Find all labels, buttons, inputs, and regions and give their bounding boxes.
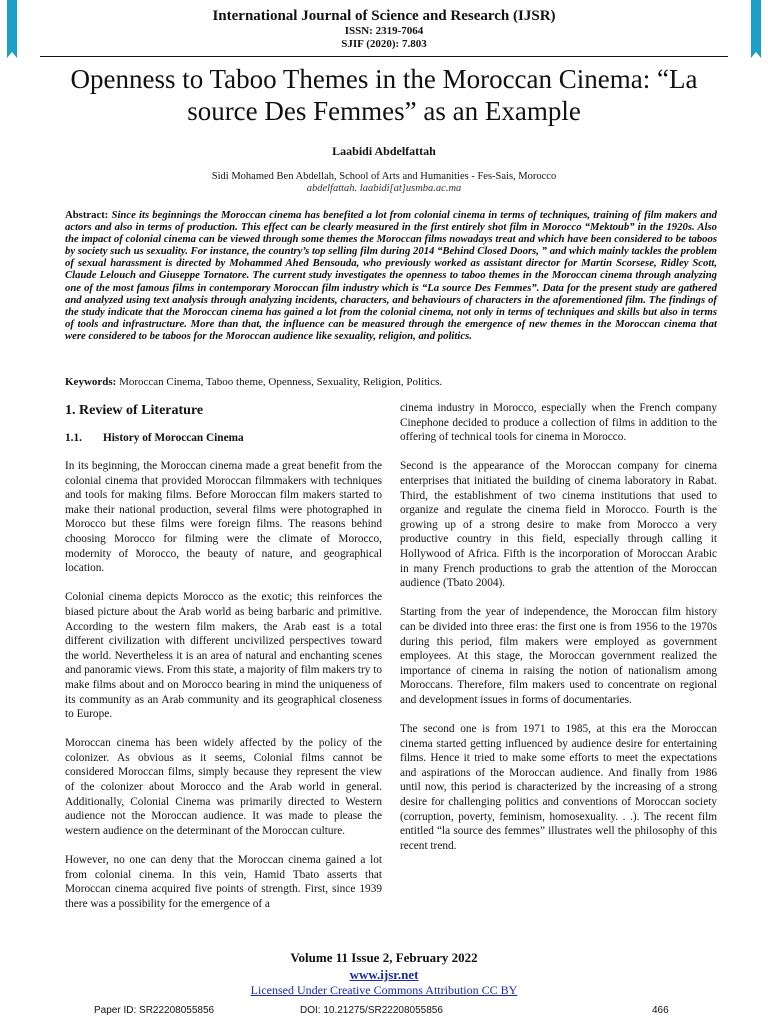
paragraph: Colonial cinema depicts Morocco as the exotic; this reinforces the biased picture about the Arab world as being barbaric and primitive. According to the western film makers, the Arab east is a total different civilization with different uncivilized perspectives toward the world. Nevertheless it is an area of natural and enchanting scenes and panoramic views. From this state, a majority of film makers try to make films about and on Morocco bearing in mind the uniqueness of its community as an Arab community and its geographical closeness to Europe. bbox=[65, 591, 382, 721]
subsection-number: 1.1. bbox=[65, 432, 82, 444]
paper-id: Paper ID: SR22208055856 bbox=[94, 1005, 215, 1016]
abstract bbox=[65, 209, 717, 342]
issue-info: Volume 11 Issue 2, February 2022 bbox=[290, 950, 478, 965]
journal-website-link[interactable]: www.ijsr.net bbox=[349, 967, 419, 982]
journal-issn: ISSN: 2319-7064 bbox=[344, 25, 424, 37]
paragraph: Moroccan cinema has been widely affected by the policy of the colonizer. As obvious as it seems, Colonial films cannot be considered Moroccan films, simply because they represent the view of the colonizer about Morocco and the Arab world in general. Additionally, Colonial Cinema was primarily directed to Western audience not the Moroccan audience. It was made to please the western audience on the determinant of the Moroccan culture. bbox=[65, 737, 382, 837]
paragraph: Second is the appearance of the Moroccan company for cinema enterprises that initiated the building of cinema laboratory in Rabat. Third, the establishment of two cinema institutions that used to organize and regulate the cinema field in Morocco. Fourth is the growing up of a strong desire to make from Morocco a very productive country in this field, especially through calling it Hollywood of Africa. Fifth is the incorporation of Moroccan Arabic in many French productions to grab the attention of the Moroccan audience (Tbato 2004). bbox=[400, 460, 717, 590]
keywords-text: Moroccan Cinema, Taboo theme, Openness, Sexuality, Religion, Politics. bbox=[119, 376, 443, 388]
keywords-label: Keywords: bbox=[65, 376, 117, 388]
journal-header bbox=[0, 8, 768, 51]
paragraph: cinema industry in Morocco, especially when the French company Cinephone decided to produce a collection of films in addition to the offering of technical tools for cinema in Morocco. bbox=[400, 402, 717, 444]
section-heading: 1. Review of Literature bbox=[65, 403, 204, 418]
author-email: abdelfattah. laabidi[at]usmba.ac.ma bbox=[306, 183, 462, 194]
subsection-title: History of Moroccan Cinema bbox=[103, 432, 244, 444]
subsection-heading bbox=[65, 431, 382, 445]
journal-sjif: SJIF (2020): 7.803 bbox=[341, 38, 427, 50]
paragraph: In its beginning, the Moroccan cinema made a great benefit from the colonial cinema that provided Moroccan filmmakers with techniques and tools for making films. Before Moroccan film makers started to make their national production, several films were photographed in Morocco but these films were foreign films. The reasons behind choosing Morocco for filming were the climate of Morocco, modernity of Morocco, the beauty of nature, and geographical location. bbox=[65, 460, 382, 575]
keywords bbox=[65, 376, 717, 389]
paper-title: Openness to Taboo Themes in the Moroccan Cinema: “La source Des Femmes” as an Example bbox=[70, 64, 698, 126]
paragraph: The second one is from 1971 to 1985, at this era the Moroccan cinema started getting influenced by audience desire for entertaining films. Hence it tried to make some efforts to meet the expectations and aspirations of the Moroccan audience. And finally from 1986 until now, this period is characterized by the increasing of a strong desire for challenging politics and conventions of Moroccan society (corruption, poverty, feminism, homosexuality. . .). The recent film entitled “la source des femmes” illustrates well the philosophy of this recent trend. bbox=[400, 723, 717, 852]
left-column bbox=[65, 400, 382, 926]
author-affiliation bbox=[0, 171, 768, 195]
affiliation-text: Sidi Mohamed Ben Abdellah, School of Arts and Humanities - Fes-Sais, Morocco bbox=[211, 171, 557, 182]
page-number: 466 bbox=[652, 1005, 669, 1016]
abstract-text: Since its beginnings the Moroccan cinema has benefited a lot from colonial cinema in terms of techniques, training of film makers and actors and also in terms of production. This effect can be clearly measured in the first entirely shot film in Morocco “Mektoub” in the 1920s. Also the impact of colonial cinema can be viewed through some themes the Moroccan films nowadays treat and which have been considered to be taboos by society such us sexuality. For instance, the country’s top selling film during 2014 “Behind Closed Doors, ” and which mainly tackles the problem of sexual harassment is directed by Mohammed Ahed Bensouda, who previously worked as assistant director for Martin Scorsese, Ridley Scott, Claude Lelouch and Giuseppe Tornatore. The current study investigates the openness to taboo themes in the Moroccan cinema through analyzing one of the most famous films in contemporary Moroccan film industry which is “La source Des Femmes”. Data for the present study are gathered and analyzed using text analysis through analyzing incidents, characters, and behaviours of characters in the aforementioned film. The findings of the study indicate that the Moroccan cinema has gained a lot from the colonial cinema, not only in terms of techniques and skills but also in terms of tools and infrastructure. More than that, the influence can be measured through the emergence of new themes in the Moroccan cinema that were considered to be taboos for the Moroccan audience like sexuality, religion, and politics. bbox=[65, 209, 717, 342]
doi: DOI: 10.21275/SR22208055856 bbox=[300, 1005, 443, 1016]
journal-name: International Journal of Science and Research (IJSR) bbox=[212, 8, 556, 24]
header-divider bbox=[40, 56, 728, 57]
license-link[interactable]: Licensed Under Creative Commons Attribution CC BY bbox=[250, 983, 518, 997]
author-name: Laabidi Abdelfattah bbox=[332, 144, 436, 158]
right-column bbox=[400, 401, 717, 868]
paragraph: Starting from the year of independence, the Moroccan film history can be divided into three eras: the first one is from 1956 to the 1970s during this period, film makers were employed as government employees. At this stage, the Moroccan government realized the importance of cinema in raising the notion of nationalism among Moroccans. Therefore, film makers used to concentrate on regional and development issues in forms of documentaries. bbox=[400, 606, 717, 706]
paragraph: However, no one can deny that the Moroccan cinema gained a lot from colonial cinema. In this vein, Hamid Tbato asserts that Moroccan cinema acquired five points of strength. First, since 1939 there was a possibility for the emergence of a bbox=[65, 854, 382, 910]
abstract-label: Abstract: bbox=[65, 209, 109, 221]
